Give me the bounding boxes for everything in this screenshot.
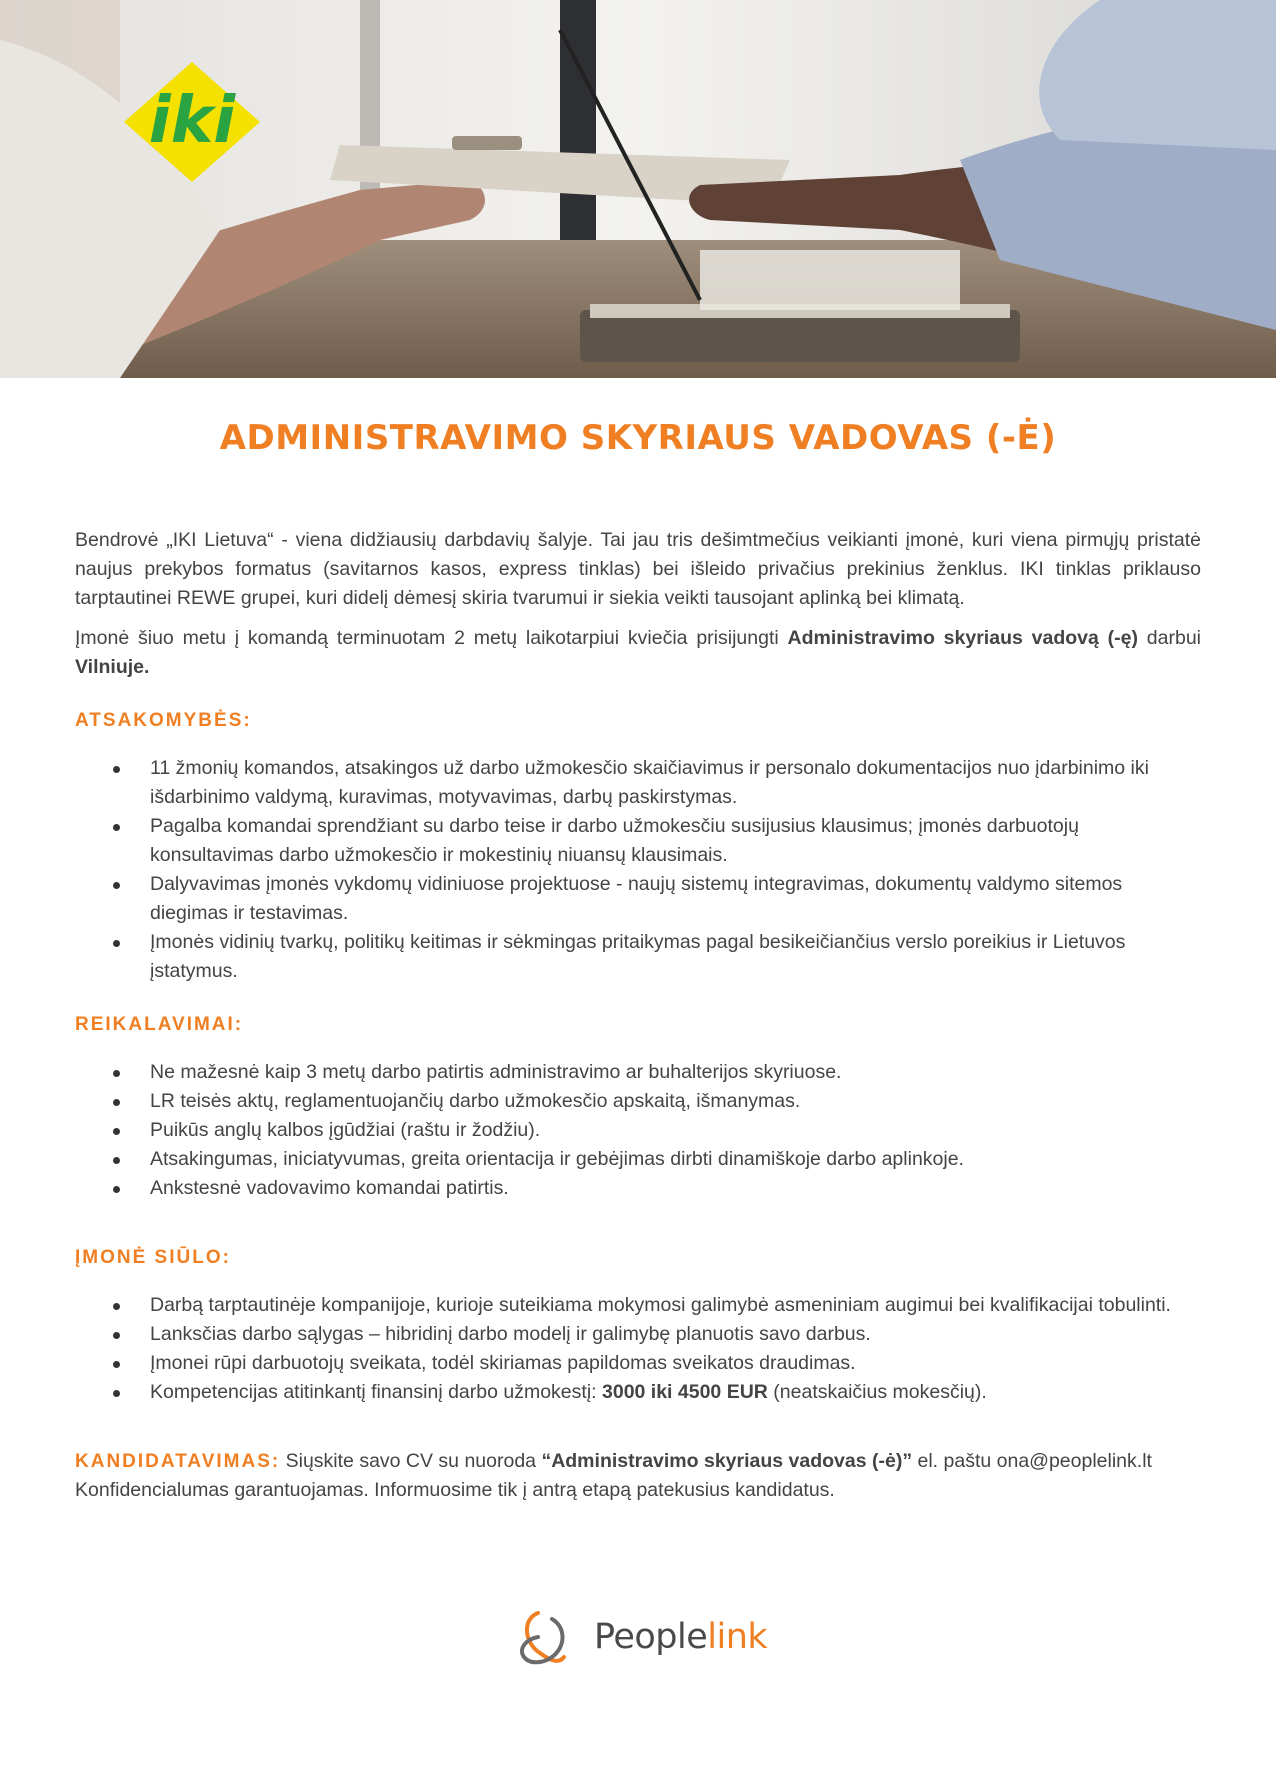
- peoplelink-logo: [518, 1609, 768, 1669]
- peoplelink-wordmark: Peoplelink: [594, 1617, 768, 1657]
- offers-heading: ĮMONĖ SIŪLO:: [75, 1247, 231, 1268]
- bullet-icon: [113, 824, 120, 831]
- bullet-icon: [113, 1128, 120, 1135]
- header-photo: [0, 0, 1276, 378]
- peoplelink-mark-icon: [518, 1609, 574, 1669]
- responsibilities-list: [75, 754, 1201, 986]
- responsibilities-heading: ATSAKOMYBĖS:: [75, 710, 252, 731]
- confidentiality-note: Konfidencialumas garantuojamas. Informuosime tik į antrą etapą patekusius kandidatus.: [75, 1479, 835, 1501]
- intro-paragraph-2: Įmonė šiuo metu į komandą terminuotam 2 metų laikotarpiui kviečia prisijungti Administravimo skyriaus vadovą (-ę) darbui Vilniuje.: [75, 627, 1201, 678]
- list-item: Įmonės vidinių tvarkų, politikų keitimas ir sėkmingas pritaikymas pagal besikeičiančius verslo poreikius ir Lietuvos įstatymus.: [75, 928, 1201, 986]
- bullet-icon: [113, 882, 120, 889]
- bullet-icon: [113, 1099, 120, 1106]
- position-name: Administravimo skyriaus vadovą (-ę): [787, 627, 1138, 649]
- salary-item: Kompetencijas atitinkantį finansinį darbo užmokestį: 3000 iki 4500 EUR (neatskaičius mokesčių).: [75, 1378, 1201, 1407]
- location: Vilniuje.: [75, 656, 150, 678]
- iki-logo-icon: [112, 60, 272, 184]
- iki-logo: [112, 60, 272, 184]
- application-reference: “Administravimo skyriaus vadovas (-ė)”: [541, 1450, 913, 1472]
- handshake-photo-illustration: [0, 0, 1276, 378]
- list-item: Įmonei rūpi darbuotojų sveikata, todėl skiriamas papildomas sveikatos draudimas.: [75, 1349, 1201, 1378]
- list-item: Ne mažesnė kaip 3 metų darbo patirtis administravimo ar buhalterijos skyriuose.: [75, 1058, 1201, 1087]
- requirements-list: [75, 1058, 1201, 1203]
- list-item: Pagalba komandai sprendžiant su darbo teise ir darbo užmokesčiu susijusius klausimus; įmonės darbuotojų konsultavimas darbo užmokesčio ir mokestinių niuansų klausimais.: [75, 812, 1201, 870]
- intro-paragraph-1: Bendrovė „IKI Lietuva“ - viena didžiausių darbdavių šalyje. Tai jau tris dešimtmečius veikianti įmonė, kuri viena pirmųjų pristatė naujus prekybos formatus (savitarnos kasos, express tinklas) bei išleido privačius prekinius ženklus. IKI tinklas priklauso tarptautinei REWE grupei, kuri didelį dėmesį skiria tvarumui ir siekia veikti tausojant aplinką bei klimatą.: [75, 529, 1201, 609]
- bullet-icon: [113, 1303, 120, 1310]
- salary-range: 3000 iki 4500 EUR: [602, 1381, 768, 1403]
- bullet-icon: [113, 1361, 120, 1368]
- bullet-icon: [113, 1186, 120, 1193]
- page-title: ADMINISTRAVIMO SKYRIAUS VADOVAS (-Ė): [219, 418, 1057, 458]
- application-paragraph: KANDIDATAVIMAS: Siųskite savo CV su nuoroda “Administravimo skyriaus vadovas (-ė)” el. paštu ona@peoplelink.lt Konfidencialumas garantuojamas. Informuosime tik į antrą etapą patekusius kandidatus.: [75, 1450, 1152, 1501]
- bullet-icon: [113, 1070, 120, 1077]
- list-item: Ankstesnė vadovavimo komandai patirtis.: [75, 1174, 1201, 1203]
- application-email: el. paštu ona@peoplelink.lt: [912, 1450, 1152, 1472]
- list-item: Dalyvavimas įmonės vykdomų vidiniuose projektuose - naujų sistemų integravimas, dokumentų valdymo sitemos diegimas ir testavimas.: [75, 870, 1201, 928]
- list-item: Lanksčias darbo sąlygas – hibridinį darbo modelį ir galimybę planuotis savo darbus.: [75, 1320, 1201, 1349]
- list-item: 11 žmonių komandos, atsakingos už darbo užmokesčio skaičiavimus ir personalo dokumentacijos nuo įdarbinimo iki išdarbinimo valdymą, kuravimas, motyvavimas, darbų paskirstymas.: [75, 754, 1201, 812]
- offers-list: [75, 1291, 1201, 1407]
- list-item: Atsakingumas, iniciatyvumas, greita orientacija ir gebėjimas dirbti dinamiškoje darbo aplinkoje.: [75, 1145, 1201, 1174]
- list-item: Puikūs anglų kalbos įgūdžiai (raštu ir žodžiu).: [75, 1116, 1201, 1145]
- list-item: LR teisės aktų, reglamentuojančių darbo užmokesčio apskaitą, išmanymas.: [75, 1087, 1201, 1116]
- application-heading: KANDIDATAVIMAS:: [75, 1451, 281, 1472]
- job-description: [75, 526, 1201, 1505]
- bullet-icon: [113, 1332, 120, 1339]
- requirements-heading: REIKALAVIMAI:: [75, 1014, 244, 1035]
- bullet-icon: [113, 940, 120, 947]
- bullet-icon: [113, 1390, 120, 1397]
- bullet-icon: [113, 1157, 120, 1164]
- list-item: Darbą tarptautinėje kompanijoje, kurioje suteikiama mokymosi galimybė asmeniniam augimui bei kvalifikacijai tobulinti.: [75, 1291, 1201, 1320]
- iki-logo-text: iki: [148, 84, 236, 158]
- bullet-icon: [113, 766, 120, 773]
